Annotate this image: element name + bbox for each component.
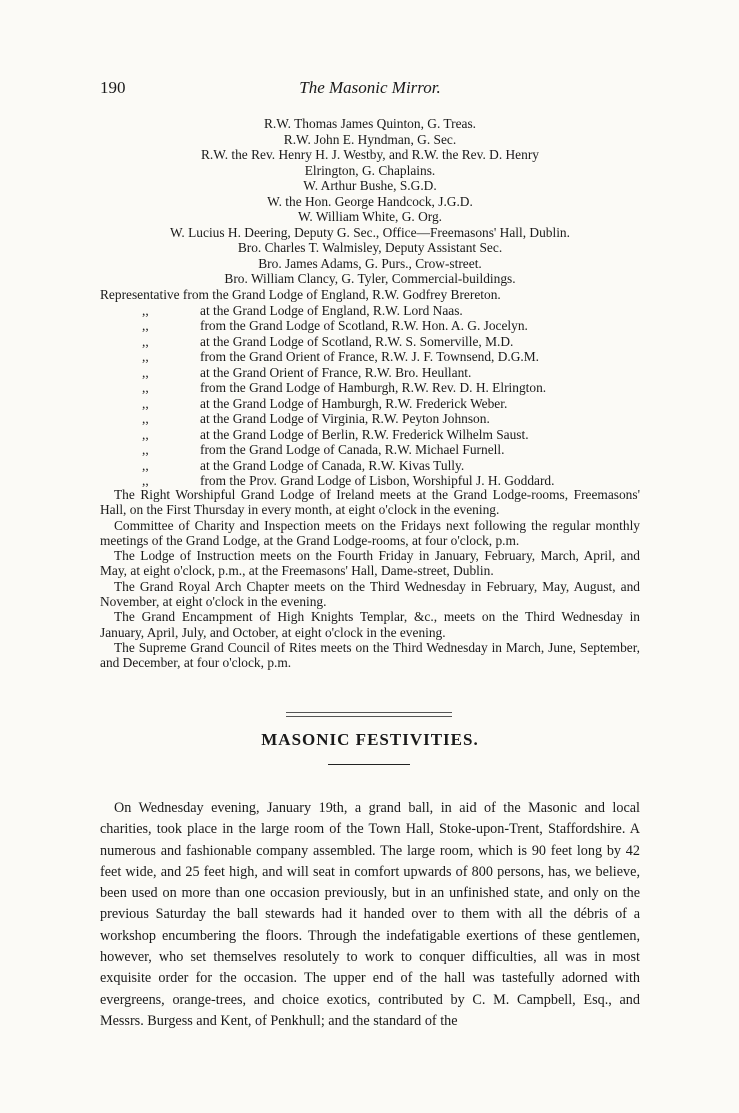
notice-paragraph: The Supreme Grand Council of Rites meets on the Third Wednesday in March, June, September, and December, at four o'clock, p.m.: [100, 639, 640, 671]
ditto-mark: ,,: [142, 318, 149, 333]
list-item: [100, 458, 640, 474]
representative-text: at the Grand Lodge of England, R.W. Lord Naas.: [200, 302, 463, 318]
ditto-mark: ,,: [142, 349, 149, 364]
officer-line: Bro. Charles T. Walmisley, Deputy Assistant Sec.: [237, 240, 503, 255]
officer-line: W. the Hon. George Handcock, J.G.D.: [267, 193, 473, 209]
ditto-mark: ,,: [142, 364, 149, 380]
representatives-lead: Representative from the Grand Lodge of England, R.W. Godfrey Brereton.: [100, 287, 501, 302]
representative-text: from the Grand Lodge of Canada, R.W. Michael Furnell.: [200, 442, 505, 457]
running-head: [100, 78, 640, 100]
list-item: [100, 411, 640, 427]
ditto-mark: ,,: [142, 333, 149, 349]
notice-paragraph: The Grand Encampment of High Knights Templar, &c., meets on the Third Wednesday in January, April, July, and October, at eight o'clock in the evening.: [100, 609, 640, 640]
ditto-mark: ,,: [142, 457, 149, 473]
article-paragraph: On Wednesday evening, January 19th, a grand ball, in aid of the Masonic and local charities, took place in the large room of the Town Hall, Stoke-upon-Trent, Staffordshire. A numerous and fashionable company assembled. The large room, which is 90 feet long by 42 feet wide, and 25 feet high, and will seat in comfort upwards of 800 persons, has, we believe, been used on more than one occasion previously, but in an unfinished state, and only on the previous Saturday the ball stewards had it handed over to them with all the débris of a workshop encumbering the floors. Through the indefatigable exertions of these gentlemen, however, who set themselves resolutely to work to conquer difficulties, all was in most exquisite order for the occasion. The upper end of the hall was tastefully adorned with evergreens, orange-trees, and choice exotics, contributed by C. M. Campbell, Esq., and Messrs. Burgess and Kent, of Penkhull; and the standard of the: [100, 800, 640, 1029]
section-heading: MASONIC FESTIVITIES.: [261, 730, 479, 749]
page-number: 190: [100, 78, 126, 97]
officer-line: R.W. John E. Hyndman, G. Sec.: [283, 131, 457, 147]
heading-rule: [328, 764, 410, 765]
officer-line: Elrington, G. Chaplains.: [304, 162, 436, 178]
officer-line: W. William White, G. Org.: [297, 209, 443, 224]
section-divider: [286, 712, 452, 717]
list-item: [100, 318, 640, 334]
officer-line: Bro. James Adams, G. Purs., Crow-street.: [258, 255, 482, 271]
running-title: The Masonic Mirror.: [299, 78, 441, 97]
list-item: [100, 334, 640, 350]
officer-line: R.W. Thomas James Quinton, G. Treas.: [263, 116, 477, 131]
list-item: [100, 380, 640, 396]
ditto-mark: ,,: [142, 380, 149, 395]
list-item: [100, 303, 640, 319]
notice-paragraph: The Lodge of Instruction meets on the Fourth Friday in January, February, March, April, and May, at eight o'clock, p.m., at the Freemasons' Hall, Dame-street, Dublin.: [100, 548, 640, 579]
representative-text: from the Grand Lodge of Scotland, R.W. Hon. A. G. Jocelyn.: [200, 318, 528, 333]
notice-paragraph: The Grand Royal Arch Chapter meets on the Third Wednesday in February, May, August, and November, at eight o'clock in the evening.: [100, 578, 640, 610]
representatives-list: [100, 287, 640, 489]
ditto-mark: ,,: [142, 473, 149, 488]
officer-line: Bro. William Clancy, G. Tyler, Commercial-buildings.: [224, 271, 516, 286]
list-item: [100, 427, 640, 443]
ditto-mark: ,,: [142, 395, 149, 411]
article-body: [100, 798, 640, 1032]
officer-line: W. Lucius H. Deering, Deputy G. Sec., Office—Freemasons' Hall, Dublin.: [170, 224, 570, 240]
representative-text: from the Prov. Grand Lodge of Lisbon, Worshipful J. H. Goddard.: [200, 473, 555, 488]
officer-line: W. Arthur Bushe, S.G.D.: [303, 178, 437, 193]
grand-lodge-officers: [100, 116, 640, 287]
ditto-mark: ,,: [142, 411, 149, 426]
ditto-mark: ,,: [142, 442, 149, 457]
representative-text: at the Grand Lodge of Virginia, R.W. Peyton Johnson.: [200, 411, 490, 426]
representative-text: from the Grand Lodge of Hamburgh, R.W. Rev. D. H. Elrington.: [200, 380, 547, 395]
list-item: [100, 365, 640, 381]
representative-text: from the Grand Orient of France, R.W. J. F. Townsend, D.G.M.: [200, 349, 540, 364]
list-item: [100, 349, 640, 365]
representative-text: at the Grand Orient of France, R.W. Bro. Heullant.: [200, 364, 472, 380]
meeting-notices: [100, 487, 640, 671]
notice-paragraph: Committee of Charity and Inspection meets on the Fridays next following the regular monthly meetings of the Grand Lodge, at the Grand Lodge-rooms, at four o'clock, p.m.: [100, 517, 640, 548]
representative-text: at the Grand Lodge of Hamburgh, R.W. Frederick Weber.: [200, 395, 508, 411]
notice-paragraph: The Right Worshipful Grand Lodge of Ireland meets at the Grand Lodge-rooms, Freemasons' Hall, on the First Thursday in every month, at eight o'clock in the evening.: [100, 487, 640, 518]
representative-text: at the Grand Lodge of Canada, R.W. Kivas Tully.: [200, 457, 465, 473]
ditto-mark: ,,: [142, 426, 149, 442]
ditto-mark: ,,: [142, 302, 149, 318]
list-item: [100, 396, 640, 412]
representative-text: at the Grand Lodge of Berlin, R.W. Frederick Wilhelm Saust.: [200, 426, 529, 442]
officer-line: R.W. the Rev. Henry H. J. Westby, and R.W. the Rev. D. Henry: [201, 147, 539, 162]
list-item: [100, 442, 640, 458]
representative-text: at the Grand Lodge of Scotland, R.W. S. Somerville, M.D.: [200, 333, 514, 349]
